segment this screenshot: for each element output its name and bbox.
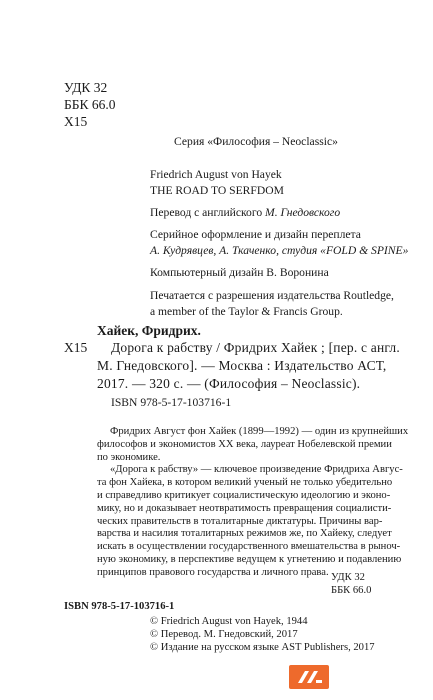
layout-credit: Компьютерный дизайн В. Воронина	[150, 266, 329, 279]
bbk-code: ББК 66.0	[64, 97, 116, 112]
catalog-heading: Хайек, Фридрих.	[97, 323, 201, 338]
annotation-line: та фон Хайека, в котором великий ученый не только убедительно	[97, 477, 393, 489]
original-author: Friedrich August von Hayek	[150, 168, 282, 181]
catalog-isbn: ISBN 978-5-17-103716-1	[111, 396, 232, 409]
translator-name: М. Гнедовского	[265, 206, 341, 219]
copyright-line: © Издание на русском языке AST Publishers, 2017	[150, 642, 375, 653]
translation-credit	[150, 206, 340, 219]
annotation-line: искать в осуществлении государственного вмешательства в рыноч-	[97, 541, 401, 553]
catalog-line-3: 2017. — 320 с. — (Философия – Neoclassic).	[97, 376, 361, 391]
annotation-line: принципов правового государства и личного права.	[97, 566, 329, 578]
annotation-line: по экономике.	[97, 451, 161, 463]
original-title: THE ROAD TO SERFDOM	[150, 184, 284, 197]
annotation-line: варства и насилия тоталитарных режимов же, по Хайеку, следует	[97, 528, 392, 540]
bottom-udk: УДК 32	[331, 572, 365, 583]
author-mark: Х15	[64, 114, 88, 129]
udk-code: УДК 32	[64, 80, 108, 95]
design-credit-names: А. Кудрявцев, А. Ткаченко, студия «FOLD & SPINE»	[150, 244, 409, 257]
series-line: Серия «Философия – Neoclassic»	[174, 135, 338, 148]
annotation-line: «Дорога к рабству» — ключевое произведение Фридриха Авгус-	[110, 464, 403, 476]
copyright-line: © Перевод. М. Гнедовский, 2017	[150, 629, 298, 640]
annotation-line: Фридрих Август фон Хайек (1899—1992) — один из крупнейших	[110, 426, 409, 437]
catalog-line-2: М. Гнедовского]. — Москва : Издательство АСТ,	[97, 358, 387, 373]
design-credit-label: Серийное оформление и дизайн переплета	[150, 228, 361, 241]
litres-logo-icon	[289, 665, 329, 689]
annotation-line: ную экономику, в перспективе ведущем к угнетению и подавлению	[97, 553, 402, 565]
bottom-bbk: ББК 66.0	[331, 585, 372, 596]
translation-prefix: Перевод с английского	[150, 206, 266, 219]
permission-line-2: a member of the Taylor & Francis Group.	[150, 305, 343, 318]
annotation	[97, 426, 408, 580]
catalog-author-mark: Х15	[64, 340, 88, 355]
permission-line-1: Печатается с разрешения издательства Routledge,	[150, 289, 394, 302]
annotation-line: и справедливо критикует социалистическую идеологию и эконо-	[97, 489, 391, 501]
copyright-line: © Friedrich August von Hayek, 1944	[150, 616, 308, 627]
catalog-line-1: Дорога к рабству / Фридрих Хайек ; [пер. с англ.	[111, 340, 400, 355]
footer-isbn: ISBN 978-5-17-103716-1	[64, 601, 175, 612]
annotation-line: философов и экономистов XX века, лауреат Нобелевской премии	[97, 438, 392, 450]
annotation-line: ческих правительств в тоталитарные диктатуры. Причины вар-	[97, 515, 383, 527]
annotation-line: мику, но и доказывает неотвратимость превращения социалисти-	[97, 502, 392, 514]
